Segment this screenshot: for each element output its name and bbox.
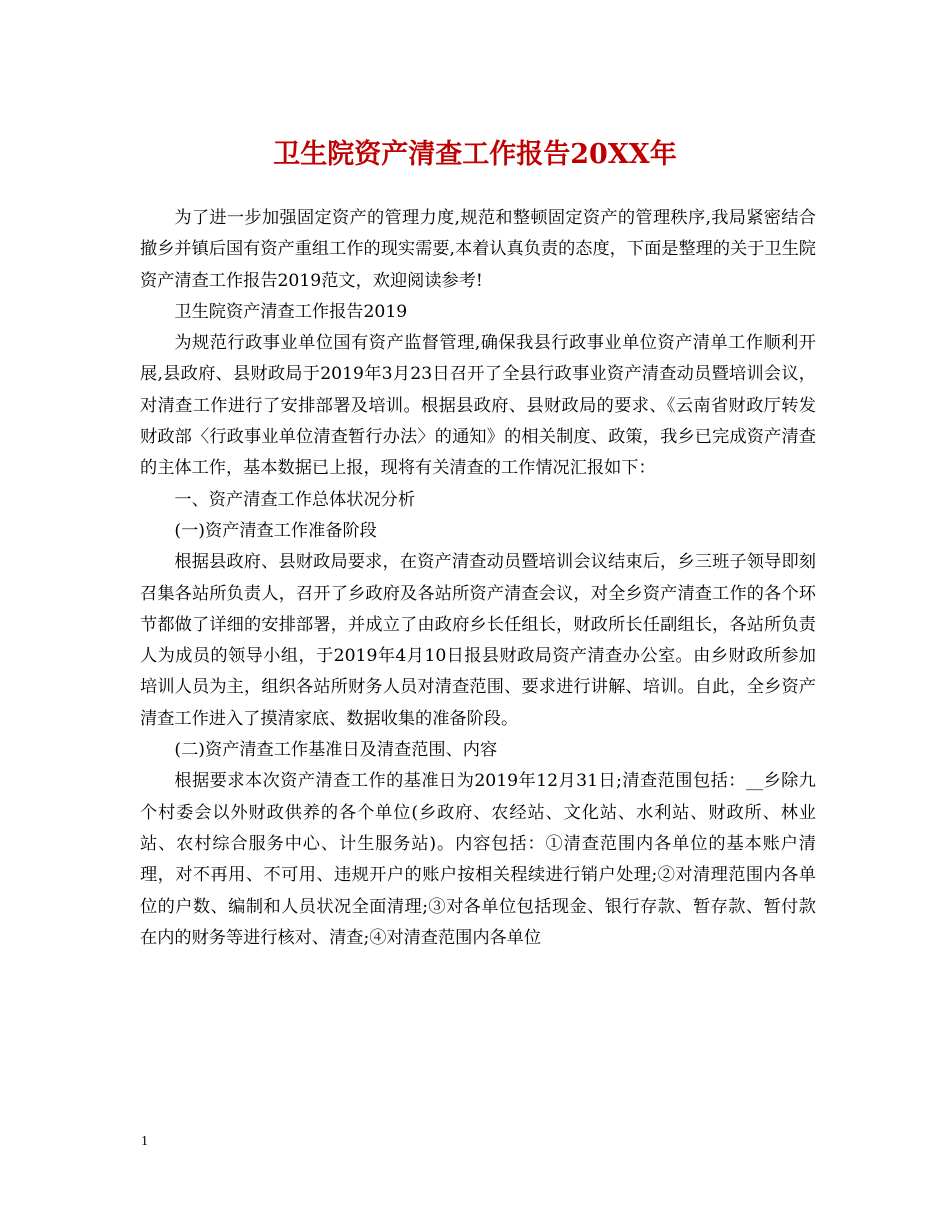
- paragraph-intro: 为了进一步加强固定资产的管理力度,规范和整顿固定资产的管理秩序,我局紧密结合撤乡并镇后国有资产重组工作的现实需要,本着认真负责的态度，下面是整理的关于卫生院资产清查工作报告2019范文，欢迎阅读参考!: [140, 208, 816, 291]
- paragraph-overview: 为规范行政事业单位国有资产监督管理,确保我县行政事业单位资产清单工作顺利开展,县政府、县财政局于2019年3月23日召开了全县行政事业资产清查动员暨培训会议，对清查工作进行了安排部署及培训。根据县政府、县财政局的要求、《云南省财政厅转发财政部〈行政事业单位清查暂行办法〉的通知》的相关制度、政策，我乡已完成资产清查的主体工作，基本数据已上报，现将有关清查的工作情况汇报如下：: [140, 333, 816, 479]
- paragraph-scope: 根据要求本次资产清查工作的基准日为2019年12月31日;清查范围包括：__乡除九个村委会以外财政供养的各个单位(乡政府、农经站、文化站、水利站、财政所、林业站、农村综合服务中心、计生服务站)。内容包括：①清查范围内各单位的基本账户清理，对不再用、不可用、违规开户的账户按相关程续进行销户处理;②对清理范围内各单位的户数、编制和人员状况全面清理;③对各单位包括现金、银行存款、暂存款、暂付款在内的财务等进行核对、清查;④对清查范围内各单位: [140, 771, 816, 948]
- paragraph-preparation: 根据县政府、县财政局要求，在资产清查动员暨培训会议结束后，乡三班子领导即刻召集各站所负责人，召开了乡政府及各站所资产清查会议，对全乡资产清查工作的各个环节都做了详细的安排部署，并成立了由政府乡长任组长，财政所长任副组长，各站所负责人为成员的领导小组，于2019年4月10日报县财政局资产清查办公室。由乡财政所参加培训人员为主，组织各站所财务人员对清查范围、要求进行讲解、培训。自此，全乡资产清查工作进入了摸清家底、数据收集的准备阶段。: [140, 552, 816, 729]
- document-title: 卫生院资产清查工作报告20XX年: [273, 139, 677, 170]
- subsection-heading-1: (一)资产清查工作准备阶段: [174, 520, 377, 541]
- document-body: [140, 203, 816, 954]
- page-number: 1: [141, 1134, 148, 1149]
- section-heading-1: 一、资产清查工作总体状况分析: [174, 489, 416, 510]
- subsection-heading-2: (二)资产清查工作基准日及清查范围、内容: [174, 740, 498, 761]
- paragraph-subtitle: 卫生院资产清查工作报告2019: [174, 301, 408, 322]
